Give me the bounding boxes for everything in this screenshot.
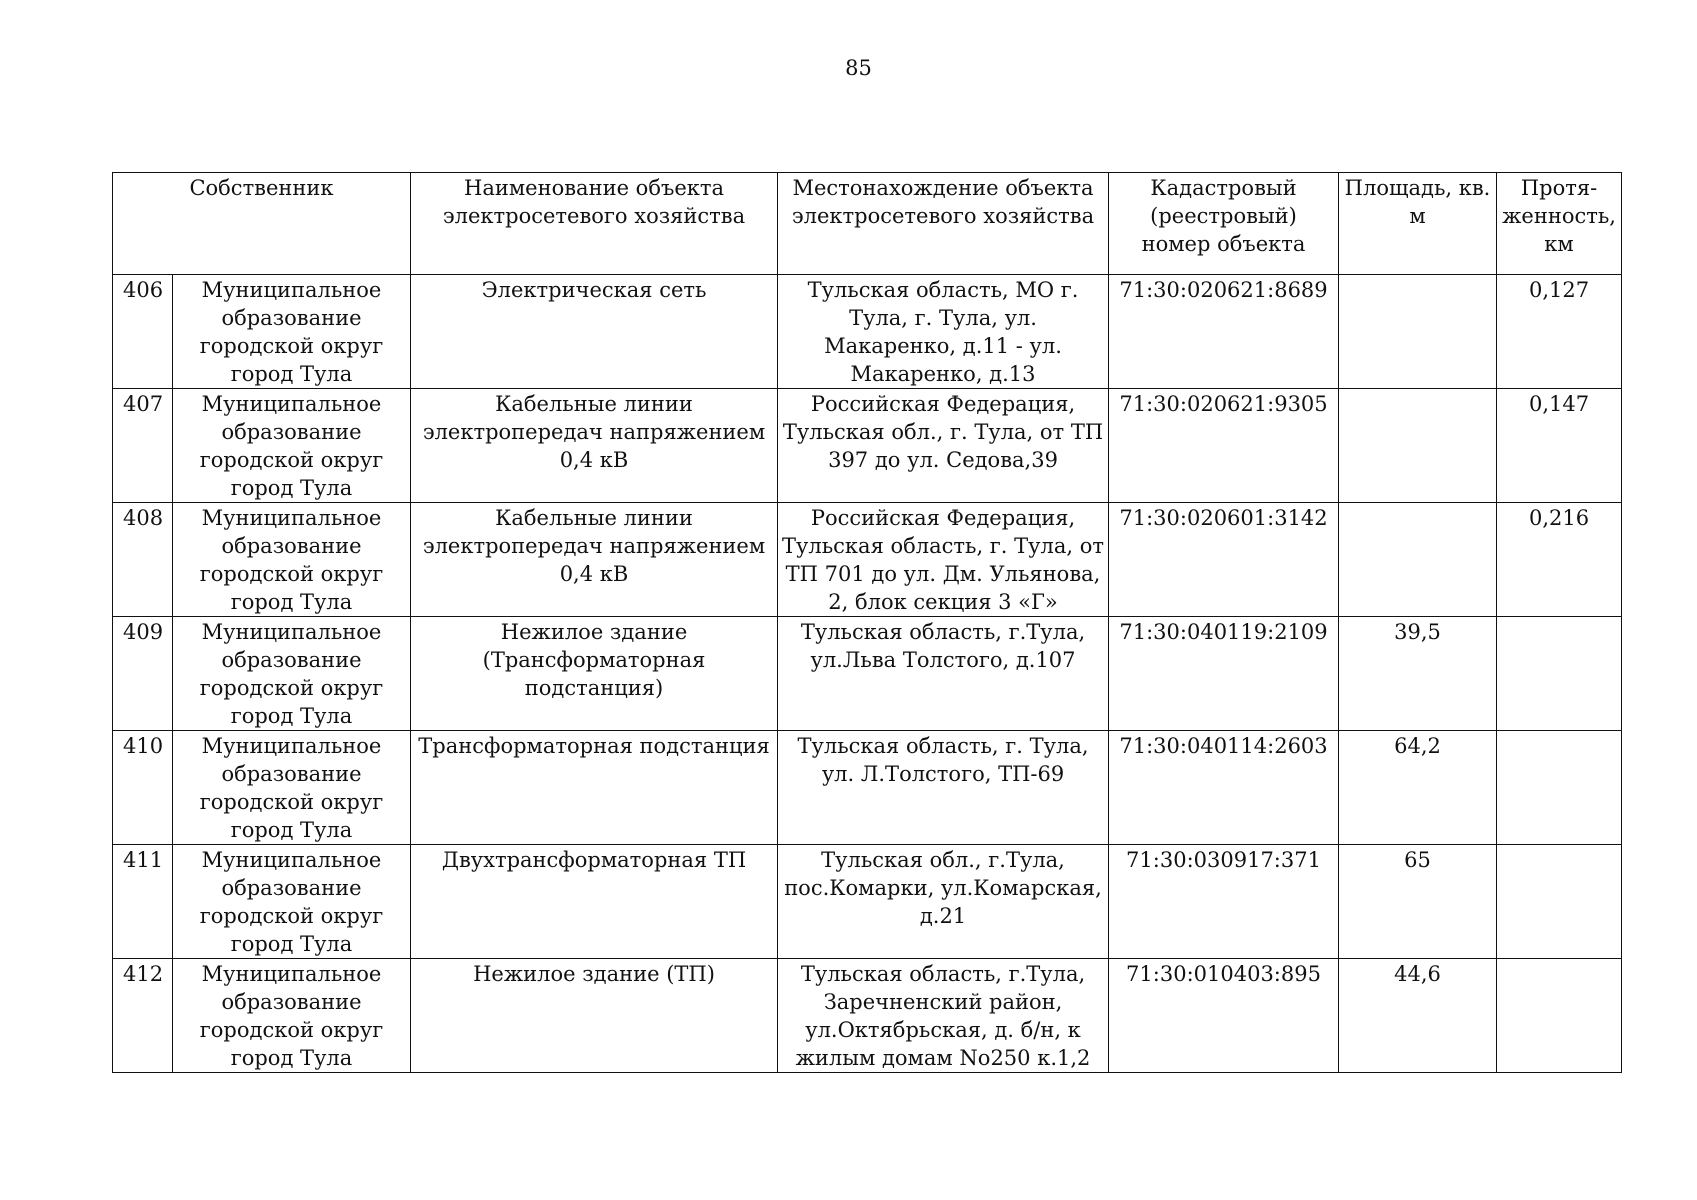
cadastral-cell: 71:30:040119:2109 [1109, 617, 1339, 731]
row-number: 410 [113, 731, 173, 845]
owner-cell: Муниципальное образование городской округ город Тула [173, 617, 411, 731]
length-cell: 0,147 [1497, 389, 1622, 503]
header-cadastral: Кадастровый (реестровый) номер объекта [1109, 173, 1339, 275]
header-name: Наименование объекта электросетевого хозяйства [411, 173, 778, 275]
name-cell: Нежилое здание (Трансформаторная подстанция) [411, 617, 778, 731]
area-cell: 64,2 [1339, 731, 1497, 845]
table-row [113, 845, 1622, 959]
header-location: Местонахождение объекта электросетевого хозяйства [778, 173, 1109, 275]
table-row [113, 617, 1622, 731]
table-row [113, 503, 1622, 617]
location-cell: Тульская область, МО г. Тула, г. Тула, ул. Макаренко, д.11 - ул. Макаренко, д.13 [778, 275, 1109, 389]
length-cell: 0,216 [1497, 503, 1622, 617]
location-cell: Тульская область, г.Тула, ул.Льва Толстого, д.107 [778, 617, 1109, 731]
owner-cell: Муниципальное образование городской округ город Тула [173, 959, 411, 1073]
row-number: 409 [113, 617, 173, 731]
location-cell: Российская Федерация, Тульская область, г. Тула, от ТП 701 до ул. Дм. Ульянова, 2, блок секция 3 «Г» [778, 503, 1109, 617]
name-cell: Трансформаторная подстанция [411, 731, 778, 845]
area-cell [1339, 275, 1497, 389]
row-number: 407 [113, 389, 173, 503]
header-owner: Собственник [113, 173, 411, 275]
name-cell: Кабельные линии электропередач напряжением 0,4 кВ [411, 503, 778, 617]
area-cell: 39,5 [1339, 617, 1497, 731]
length-cell [1497, 959, 1622, 1073]
row-number: 408 [113, 503, 173, 617]
cadastral-cell: 71:30:020621:9305 [1109, 389, 1339, 503]
registry-table [112, 172, 1622, 1073]
area-cell: 65 [1339, 845, 1497, 959]
table-row [113, 959, 1622, 1073]
location-cell: Тульская обл., г.Тула, пос.Комарки, ул.Комарская, д.21 [778, 845, 1109, 959]
row-number: 412 [113, 959, 173, 1073]
header-row [113, 173, 1622, 275]
location-cell: Российская Федерация, Тульская обл., г. Тула, от ТП 397 до ул. Седова,39 [778, 389, 1109, 503]
area-cell [1339, 389, 1497, 503]
name-cell: Электрическая сеть [411, 275, 778, 389]
owner-cell: Муниципальное образование городской округ город Тула [173, 389, 411, 503]
table-row [113, 731, 1622, 845]
owner-cell: Муниципальное образование городской округ город Тула [173, 275, 411, 389]
name-cell: Кабельные линии электропередач напряжением 0,4 кВ [411, 389, 778, 503]
owner-cell: Муниципальное образование городской округ город Тула [173, 845, 411, 959]
location-cell: Тульская область, г. Тула, ул. Л.Толстого, ТП-69 [778, 731, 1109, 845]
length-cell [1497, 617, 1622, 731]
name-cell: Нежилое здание (ТП) [411, 959, 778, 1073]
cadastral-cell: 71:30:040114:2603 [1109, 731, 1339, 845]
row-number: 411 [113, 845, 173, 959]
page-number: 85 [845, 56, 872, 80]
cadastral-cell: 71:30:010403:895 [1109, 959, 1339, 1073]
cadastral-cell: 71:30:030917:371 [1109, 845, 1339, 959]
owner-cell: Муниципальное образование городской округ город Тула [173, 731, 411, 845]
length-cell: 0,127 [1497, 275, 1622, 389]
length-cell [1497, 731, 1622, 845]
name-cell: Двухтрансформаторная ТП [411, 845, 778, 959]
table-row [113, 389, 1622, 503]
cadastral-cell: 71:30:020601:3142 [1109, 503, 1339, 617]
location-cell: Тульская область, г.Тула, Заречненский район, ул.Октябрьская, д. б/н, к жилым домам No250 к.1,2 [778, 959, 1109, 1073]
table-row [113, 275, 1622, 389]
header-area: Площадь, кв. м [1339, 173, 1497, 275]
header-length: Протя-женность, км [1497, 173, 1622, 275]
area-cell: 44,6 [1339, 959, 1497, 1073]
cadastral-cell: 71:30:020621:8689 [1109, 275, 1339, 389]
area-cell [1339, 503, 1497, 617]
length-cell [1497, 845, 1622, 959]
row-number: 406 [113, 275, 173, 389]
owner-cell: Муниципальное образование городской округ город Тула [173, 503, 411, 617]
